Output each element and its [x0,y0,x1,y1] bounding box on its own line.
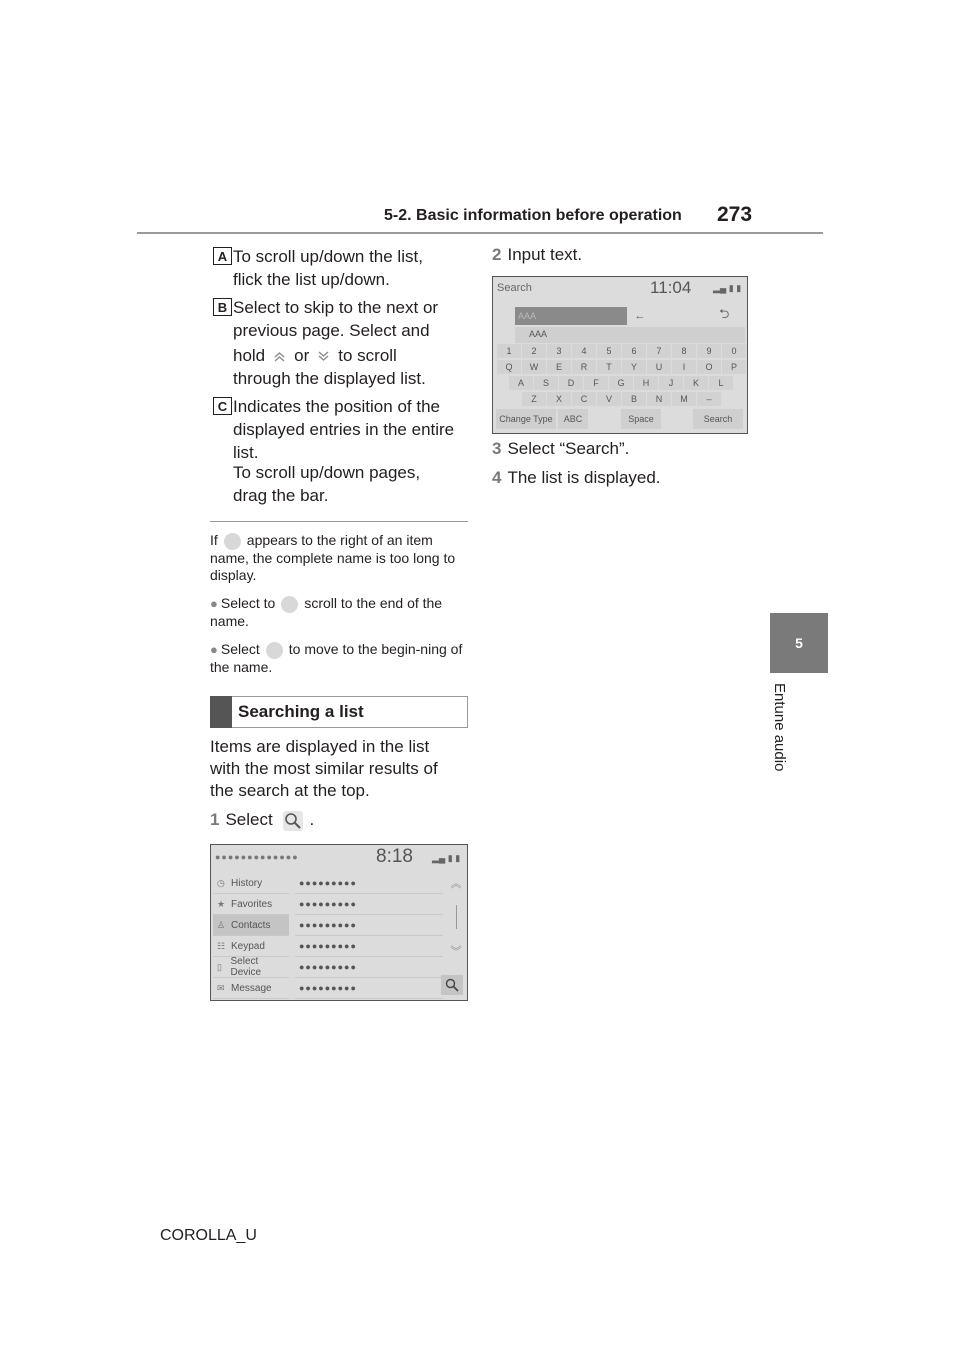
menu-item-select-device[interactable]: ▯ Select Device [213,957,289,978]
info-bullet-1: ● Select to scroll to the end of the name. [210,595,443,629]
contact-list [295,873,443,999]
scroll-controls [447,875,465,971]
abc-button[interactable]: ABC [558,409,588,429]
list-item[interactable]: ●●●●●●●●● [295,873,443,894]
keypad-icon: ☷ [217,940,226,951]
key[interactable]: G [609,376,633,390]
section-heading: Searching a list [238,702,364,721]
change-type-button[interactable]: Change Type [496,409,556,429]
scroll-right-icon [281,596,298,613]
search-key-button[interactable]: Search [693,409,743,429]
item-b-text-1: Select to skip to the next or previous page. Select and [233,298,439,340]
history-icon: ◷ [217,877,225,888]
key[interactable]: X [547,392,571,406]
more-text-icon [224,533,241,550]
key[interactable]: V [597,392,621,406]
clock: 11:04 [650,278,692,297]
page-down-icon[interactable]: ︾ [450,946,462,958]
star-icon: ★ [217,898,226,909]
list-screen [210,844,468,1001]
item-c-text-1: Indicates the position of the displayed entries in the entire list. [233,397,455,462]
phone-icon: ▯ [217,961,222,972]
page-number: 273 [717,203,753,226]
info-paragraph: If appears to the right of an item name, the complete name is too long to display. [210,532,456,583]
back-icon[interactable]: ⮌ [719,306,730,321]
key-row-qwerty [493,360,748,376]
key[interactable]: L [709,376,733,390]
search-screen [492,276,748,434]
key[interactable]: 3 [547,344,571,358]
screen-title: Search [497,282,532,294]
suggestion-bar[interactable]: AAA [515,327,745,343]
key[interactable]: P [722,360,746,374]
key[interactable]: Q [497,360,521,374]
key[interactable]: 1 [497,344,521,358]
double-chevron-down-icon [315,348,332,365]
chapter-label: Entune audio [771,683,788,772]
menu-item-contacts[interactable]: ♙ Contacts [213,915,289,936]
key[interactable]: C [572,392,596,406]
key[interactable]: M [672,392,696,406]
step-4: 4 The list is displayed. [492,468,661,487]
list-item[interactable]: ●●●●●●●●● [295,978,443,999]
label-c: C [213,397,232,415]
key[interactable]: 5 [597,344,621,358]
key[interactable]: 7 [647,344,671,358]
section-intro: Items are displayed in the list with the most similar results of the search at the top. [210,737,438,800]
item-b-text-2: hold or to scroll [233,346,397,365]
info-bullet-2: ● Select to move to the begin-ning of the name. [210,641,463,675]
scrollbar[interactable] [456,905,457,929]
item-a-text: To scroll up/down the list, flick the list up/down. [233,247,423,289]
key[interactable]: H [634,376,658,390]
key[interactable]: B [622,392,646,406]
page-up-icon[interactable]: ︽ [450,878,462,890]
key[interactable]: Y [622,360,646,374]
key-row-asdf [493,376,748,392]
key[interactable]: J [659,376,683,390]
menu-item-keypad[interactable]: ☷ Keypad [213,936,289,957]
key[interactable]: A [509,376,533,390]
chapter-tab: 5 [770,613,828,673]
step-3: 3 Select “Search”. [492,439,630,458]
keyboard-bottom-row [493,409,747,429]
key[interactable]: F [584,376,608,390]
key-row-zxcv [493,392,748,408]
key[interactable]: 9 [697,344,721,358]
clock: 8:18 [376,846,413,867]
key[interactable]: W [522,360,546,374]
search-input[interactable]: AAA [515,307,627,325]
side-menu [213,873,289,999]
key-row-numbers [493,344,748,360]
key[interactable]: I [672,360,696,374]
item-b-text-3: through the displayed list. [233,369,426,388]
key[interactable]: E [547,360,571,374]
key[interactable]: U [647,360,671,374]
list-item[interactable]: ●●●●●●●●● [295,957,443,978]
header-divider [137,232,823,234]
key[interactable]: – [697,392,721,406]
key[interactable]: 0 [722,344,746,358]
scroll-left-icon [266,642,283,659]
search-icon [283,811,303,831]
label-b: B [213,298,232,316]
key[interactable]: 8 [672,344,696,358]
step-2: 2 Input text. [492,245,583,264]
menu-item-message[interactable]: ✉ Message [213,978,289,999]
key[interactable]: R [572,360,596,374]
status-icons: ▂▄ ▮ ▮ [713,283,742,293]
section-title: 5-2. Basic information before operation [384,207,682,224]
double-chevron-up-icon [271,348,288,365]
key[interactable]: O [697,360,721,374]
footer-model: COROLLA_U [160,1227,257,1244]
key[interactable]: D [559,376,583,390]
envelope-icon: ✉ [217,982,225,993]
key[interactable]: 2 [522,344,546,358]
backspace-icon[interactable]: ← [634,310,646,322]
status-icons: ▂▄ ▮ ▮ [432,853,461,863]
list-item[interactable]: ●●●●●●●●● [295,915,443,936]
key[interactable]: Z [522,392,546,406]
key[interactable]: S [534,376,558,390]
step-1: 1 Select . [210,810,315,829]
space-button[interactable]: Space [621,409,661,429]
search-button[interactable] [441,975,463,995]
section-header-bar [210,696,232,728]
menu-item-favorites[interactable]: ★ Favorites [213,894,289,915]
label-a: A [213,247,232,265]
screen-title-placeholder: ●●●●●●●●●●●●● [215,852,299,862]
list-item[interactable]: ●●●●●●●●● [295,936,443,957]
info-divider [210,521,468,522]
search-icon [445,978,459,992]
person-icon: ♙ [217,919,226,930]
list-item[interactable]: ●●●●●●●●● [295,894,443,915]
item-c-text-2: To scroll up/down pages, drag the bar. [233,463,421,505]
key[interactable]: T [597,360,621,374]
menu-item-history[interactable]: ◷ History [213,873,289,894]
key[interactable]: K [684,376,708,390]
key[interactable]: 6 [622,344,646,358]
key[interactable]: N [647,392,671,406]
key[interactable]: 4 [572,344,596,358]
